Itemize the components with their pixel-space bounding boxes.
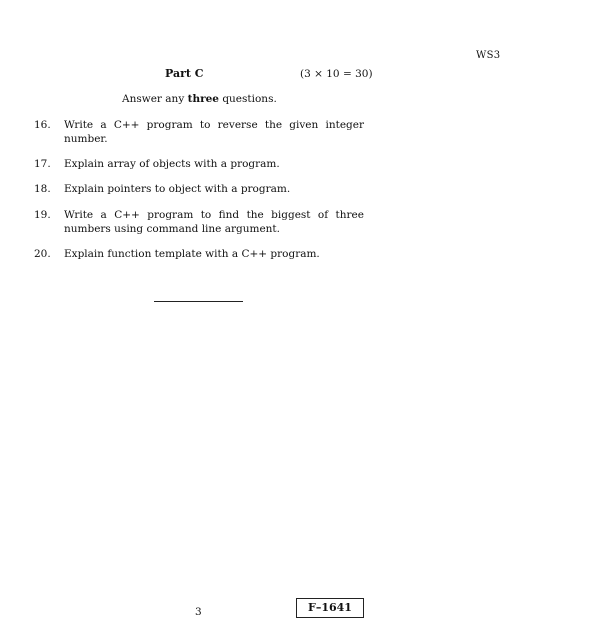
- question-text: Write a C++ program to reverse the given integer number.: [64, 119, 364, 145]
- instruction-prefix: Answer any: [122, 93, 188, 105]
- instruction-suffix: questions.: [218, 93, 277, 105]
- page-number: 3: [195, 606, 202, 618]
- question-item: [34, 182, 364, 196]
- question-text: Explain array of objects with a program.: [64, 158, 280, 170]
- question-item: [34, 118, 364, 146]
- question-number: 19.: [34, 209, 51, 221]
- question-item: [34, 208, 364, 236]
- paper-code-box: F–1641: [296, 598, 364, 618]
- question-number: 17.: [34, 158, 51, 170]
- question-text: Write a C++ program to find the biggest of three numbers using command line argument.: [64, 209, 364, 235]
- question-text: Explain function template with a C++ program.: [64, 248, 320, 260]
- section-marks: (3 × 10 = 30): [300, 68, 373, 80]
- paper-series-code: WS3: [476, 50, 501, 61]
- question-number: 18.: [34, 183, 51, 195]
- question-number: 20.: [34, 248, 51, 260]
- question-item: [34, 157, 364, 171]
- question-item: [34, 247, 364, 261]
- instruction-emphasis: three: [187, 93, 219, 105]
- section-instruction: [122, 93, 277, 105]
- question-number: 16.: [34, 119, 51, 131]
- end-of-paper-divider: [154, 301, 243, 302]
- section-title: Part C: [165, 67, 204, 80]
- question-text: Explain pointers to object with a program.: [64, 183, 291, 195]
